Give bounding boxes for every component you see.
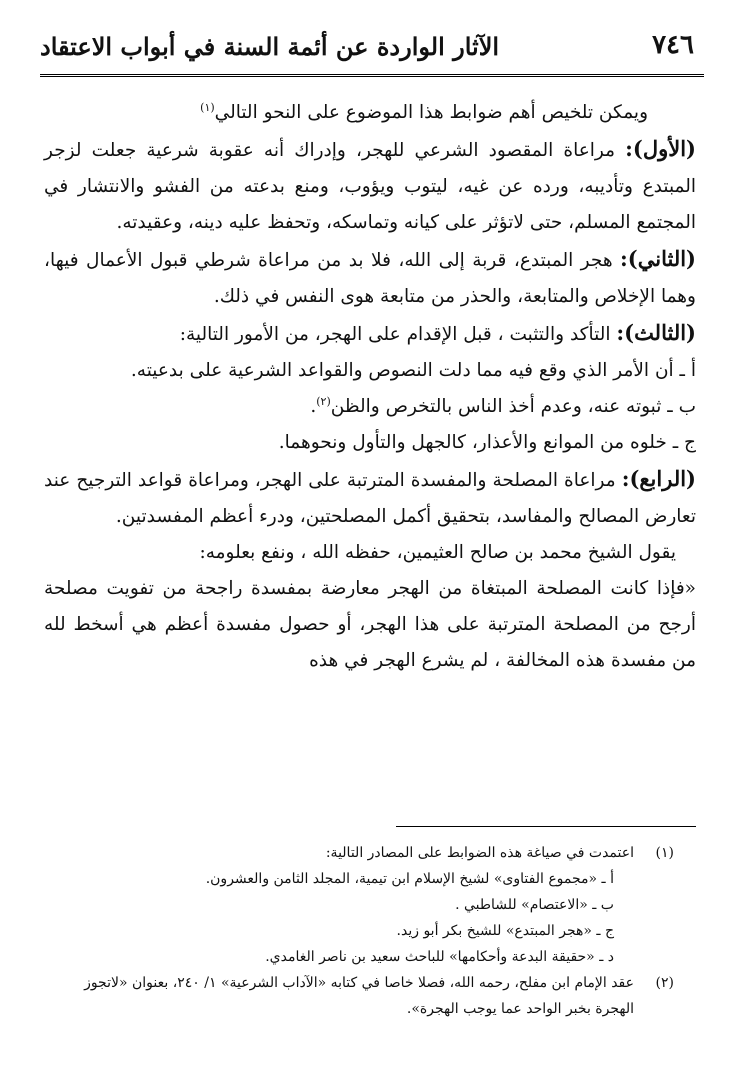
rule-label: (الرابع): xyxy=(621,466,696,491)
footnote-1: (١) اعتمدت في صياغة هذه الضوابط على المصادر التالية: أ ـ «مجموع الفتاوى» لشيخ الإسلام ابن تيمية، المجلد الثامن والعشرون. ب ـ «الاعتصام» للشاطبي . ج ـ «هجر المبتدع» للشيخ بكر أبو زيد. د ـ «حقيقة البدعة وأحكامها» للباحث سعيد بن ناصر الغامدي. xyxy=(48,840,674,970)
rule-label: (الأول): xyxy=(625,136,696,161)
source-item: ج ـ «هجر المبتدع» للشيخ بكر أبو زيد. xyxy=(396,923,614,939)
footnote-number: (١) xyxy=(655,845,674,861)
running-header xyxy=(40,30,704,74)
intro-paragraph: ويمكن تلخيص أهم ضوابط هذا الموضوع على النحو التالي$^{(١)}$ xyxy=(200,100,648,123)
rule-second: (الثاني): هجر المبتدع، قربة إلى الله، فلا بد من مراعاة شرطي قبول الأعمال فيها، وهما الإخلاص والمتابعة، والحذر من متابعة هوى النفس في ذلك. xyxy=(44,246,696,307)
source-item: ب ـ «الاعتصام» للشاطبي . xyxy=(455,897,614,913)
list-item-b: ب ـ ثبوته عنه، وعدم أخذ الناس بالتخرص والظن$^{(٢)}$. xyxy=(310,394,696,417)
rule-label: (الثالث): xyxy=(616,320,696,345)
list-item-a: أ ـ أن الأمر الذي وقع فيه مما دلت النصوص والقواعد الشرعية على بدعيته. xyxy=(130,360,696,381)
rule-first: (الأول): مراعاة المقصود الشرعي للهجر، وإدراك أنه عقوبة شرعية جعلت لزجر المبتدع وتأديبه، ورده عن غيه، ليتوب ويؤوب، ومنع بدعته من الفشو والانتشار في المجتمع المسلم، حتى لاتؤثر على كيانه وتماسكه، وتحفظ عليه دينه، وعقيدته. xyxy=(44,136,696,233)
footnote-ref-1: (١) xyxy=(200,100,215,114)
rule-fourth: (الرابع): مراعاة المصلحة والمفسدة المترتبة على الهجر، ومراعاة قواعد الترجيح عند تعارض المصالح والمفاسد، بتحقيق أكمل المصلحتين، ودرء أعظم المفسدتين. xyxy=(44,466,696,527)
running-title: الآثار الواردة عن أئمة السنة في أبواب الاعتقاد xyxy=(40,32,500,61)
list-item-c: ج ـ خلوه من الموانع والأعذار، كالجهل والتأول ونحوهما. xyxy=(278,432,696,453)
source-item: أ ـ «مجموع الفتاوى» لشيخ الإسلام ابن تيمية، المجلد الثامن والعشرون. xyxy=(205,871,614,887)
header-rule xyxy=(40,74,704,77)
rule-label: (الثاني): xyxy=(620,246,696,271)
footnote-2: (٢) عقد الإمام ابن مفلح، رحمه الله، فصلا خاصا في كتابه «الآداب الشرعية» ١/ ٢٤٠، بعنوان «لاتجوز الهجرة بخبر الواحد عما يوجب الهجرة». xyxy=(48,970,674,1022)
main-text xyxy=(44,95,696,679)
footnote-ref-2: (٢) xyxy=(316,394,331,408)
quote-intro: يقول الشيخ محمد بن صالح العثيمين، حفظه الله ، ونفع بعلومه: xyxy=(199,542,676,563)
rule-third: (الثالث): التأكد والتثبت ، قبل الإقدام على الهجر، من الأمور التالية: xyxy=(179,320,696,345)
footnote-rule xyxy=(396,826,696,827)
page-number: ٧٤٦ xyxy=(652,30,694,60)
footnotes xyxy=(48,840,674,1022)
footnote-number: (٢) xyxy=(655,975,674,991)
quote-text: «فإذا كانت المصلحة المبتغاة من الهجر معارضة بمفسدة راجحة من تفويت مصلحة أرجح من المصلحة المترتبة على هذا الهجر، أو حصول مفسدة أعظم هي أسخط لله من مفسدة هذه المخالفة ، لم يشرع الهجر في هذه xyxy=(44,578,696,671)
source-item: د ـ «حقيقة البدعة وأحكامها» للباحث سعيد بن ناصر الغامدي. xyxy=(265,949,614,965)
